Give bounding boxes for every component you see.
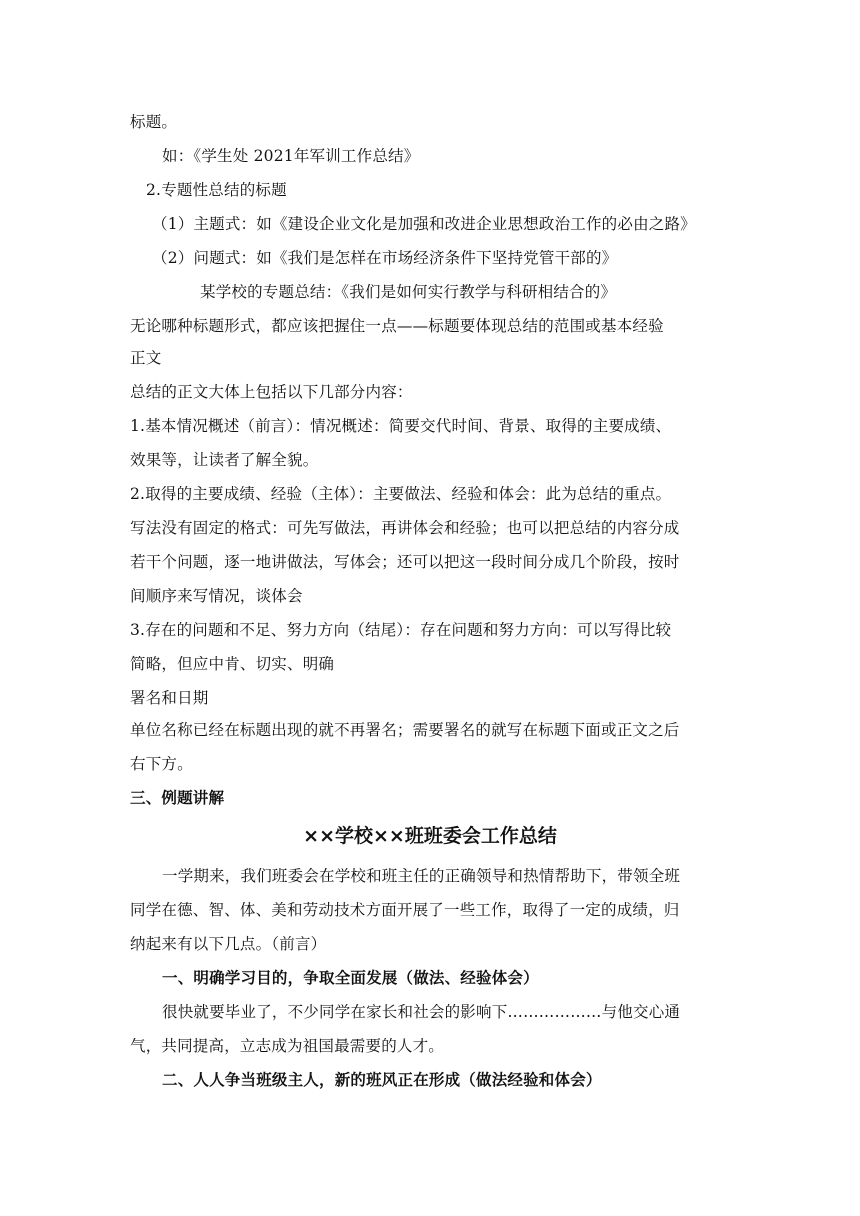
text-line: 1.基本情况概述（前言）：情况概述：简要交代时间、背景、取得的主要成绩、 [130,417,672,435]
example-title: ××学校××班班委会工作总结 [303,825,557,847]
text-line: 某学校的专题总结：《我们是如何实行教学与科研相结合的》 [200,283,617,301]
text-line: 无论哪种标题形式，都应该把握住一点——标题要体现总结的范围或基本经验 [130,317,664,335]
subheading: 二、人人争当班级主人，新的班风正在形成（做法经验和体会） [162,1071,602,1089]
text-line: 写法没有固定的格式：可先写做法，再讲体会和经验；也可以把总结的内容分成 [130,519,680,537]
text-line: 若干个问题，逐一地讲做法，写体会；还可以把这一段时间分成几个阶段，按时 [130,553,680,571]
text-line: 效果等，让读者了解全貌。 [130,451,319,469]
section-heading: 署名和日期 [130,689,209,707]
text-line: 很快就要毕业了，不少同学在家长和社会的影响下………………与他交心通 [162,1003,681,1021]
text-line: 总结的正文大体上包括以下几部分内容： [130,383,413,401]
text-line: 标题。 [130,113,178,131]
text-line: 简略，但应中肯、切实、明确 [130,655,335,673]
section-heading: 正文 [130,349,162,367]
text-line: 3.存在的问题和不足、努力方向（结尾）：存在问题和努力方向：可以写得比较 [130,621,672,639]
text-line: 右下方。 [130,755,193,773]
text-line: （2）问题式：如《我们是怎样在市场经济条件下坚持党管干部的》 [152,249,618,267]
section-heading: 三、例题讲解 [130,789,225,807]
text-line: 2.取得的主要成绩、经验（主体）：主要做法、经验和体会：此为总结的重点。 [130,485,672,503]
text-line: 气，共同提高，立志成为祖国最需要的人才。 [130,1037,445,1055]
text-line: 2.专题性总结的标题 [146,181,287,199]
text-line: 同学在德、智、体、美和劳动技术方面开展了一些工作，取得了一定的成绩，归 [130,901,680,919]
text-line: 一学期来，我们班委会在学校和班主任的正确领导和热情帮助下，带领全班 [162,867,681,885]
text-line: 如：《学生处 2021年军训工作总结》 [162,147,420,165]
subheading: 一、明确学习目的，争取全面发展（做法、经验体会） [162,969,539,987]
text-line: 单位名称已经在标题出现的就不再署名；需要署名的就写在标题下面或正文之后 [130,721,680,739]
text-line: （1）主题式：如《建设企业文化是加强和改进企业思想政治工作的必由之路》 [152,215,696,233]
text-line: 纳起来有以下几点。（前言） [130,935,327,953]
text-line: 间顺序来写情况，谈体会 [130,587,303,605]
